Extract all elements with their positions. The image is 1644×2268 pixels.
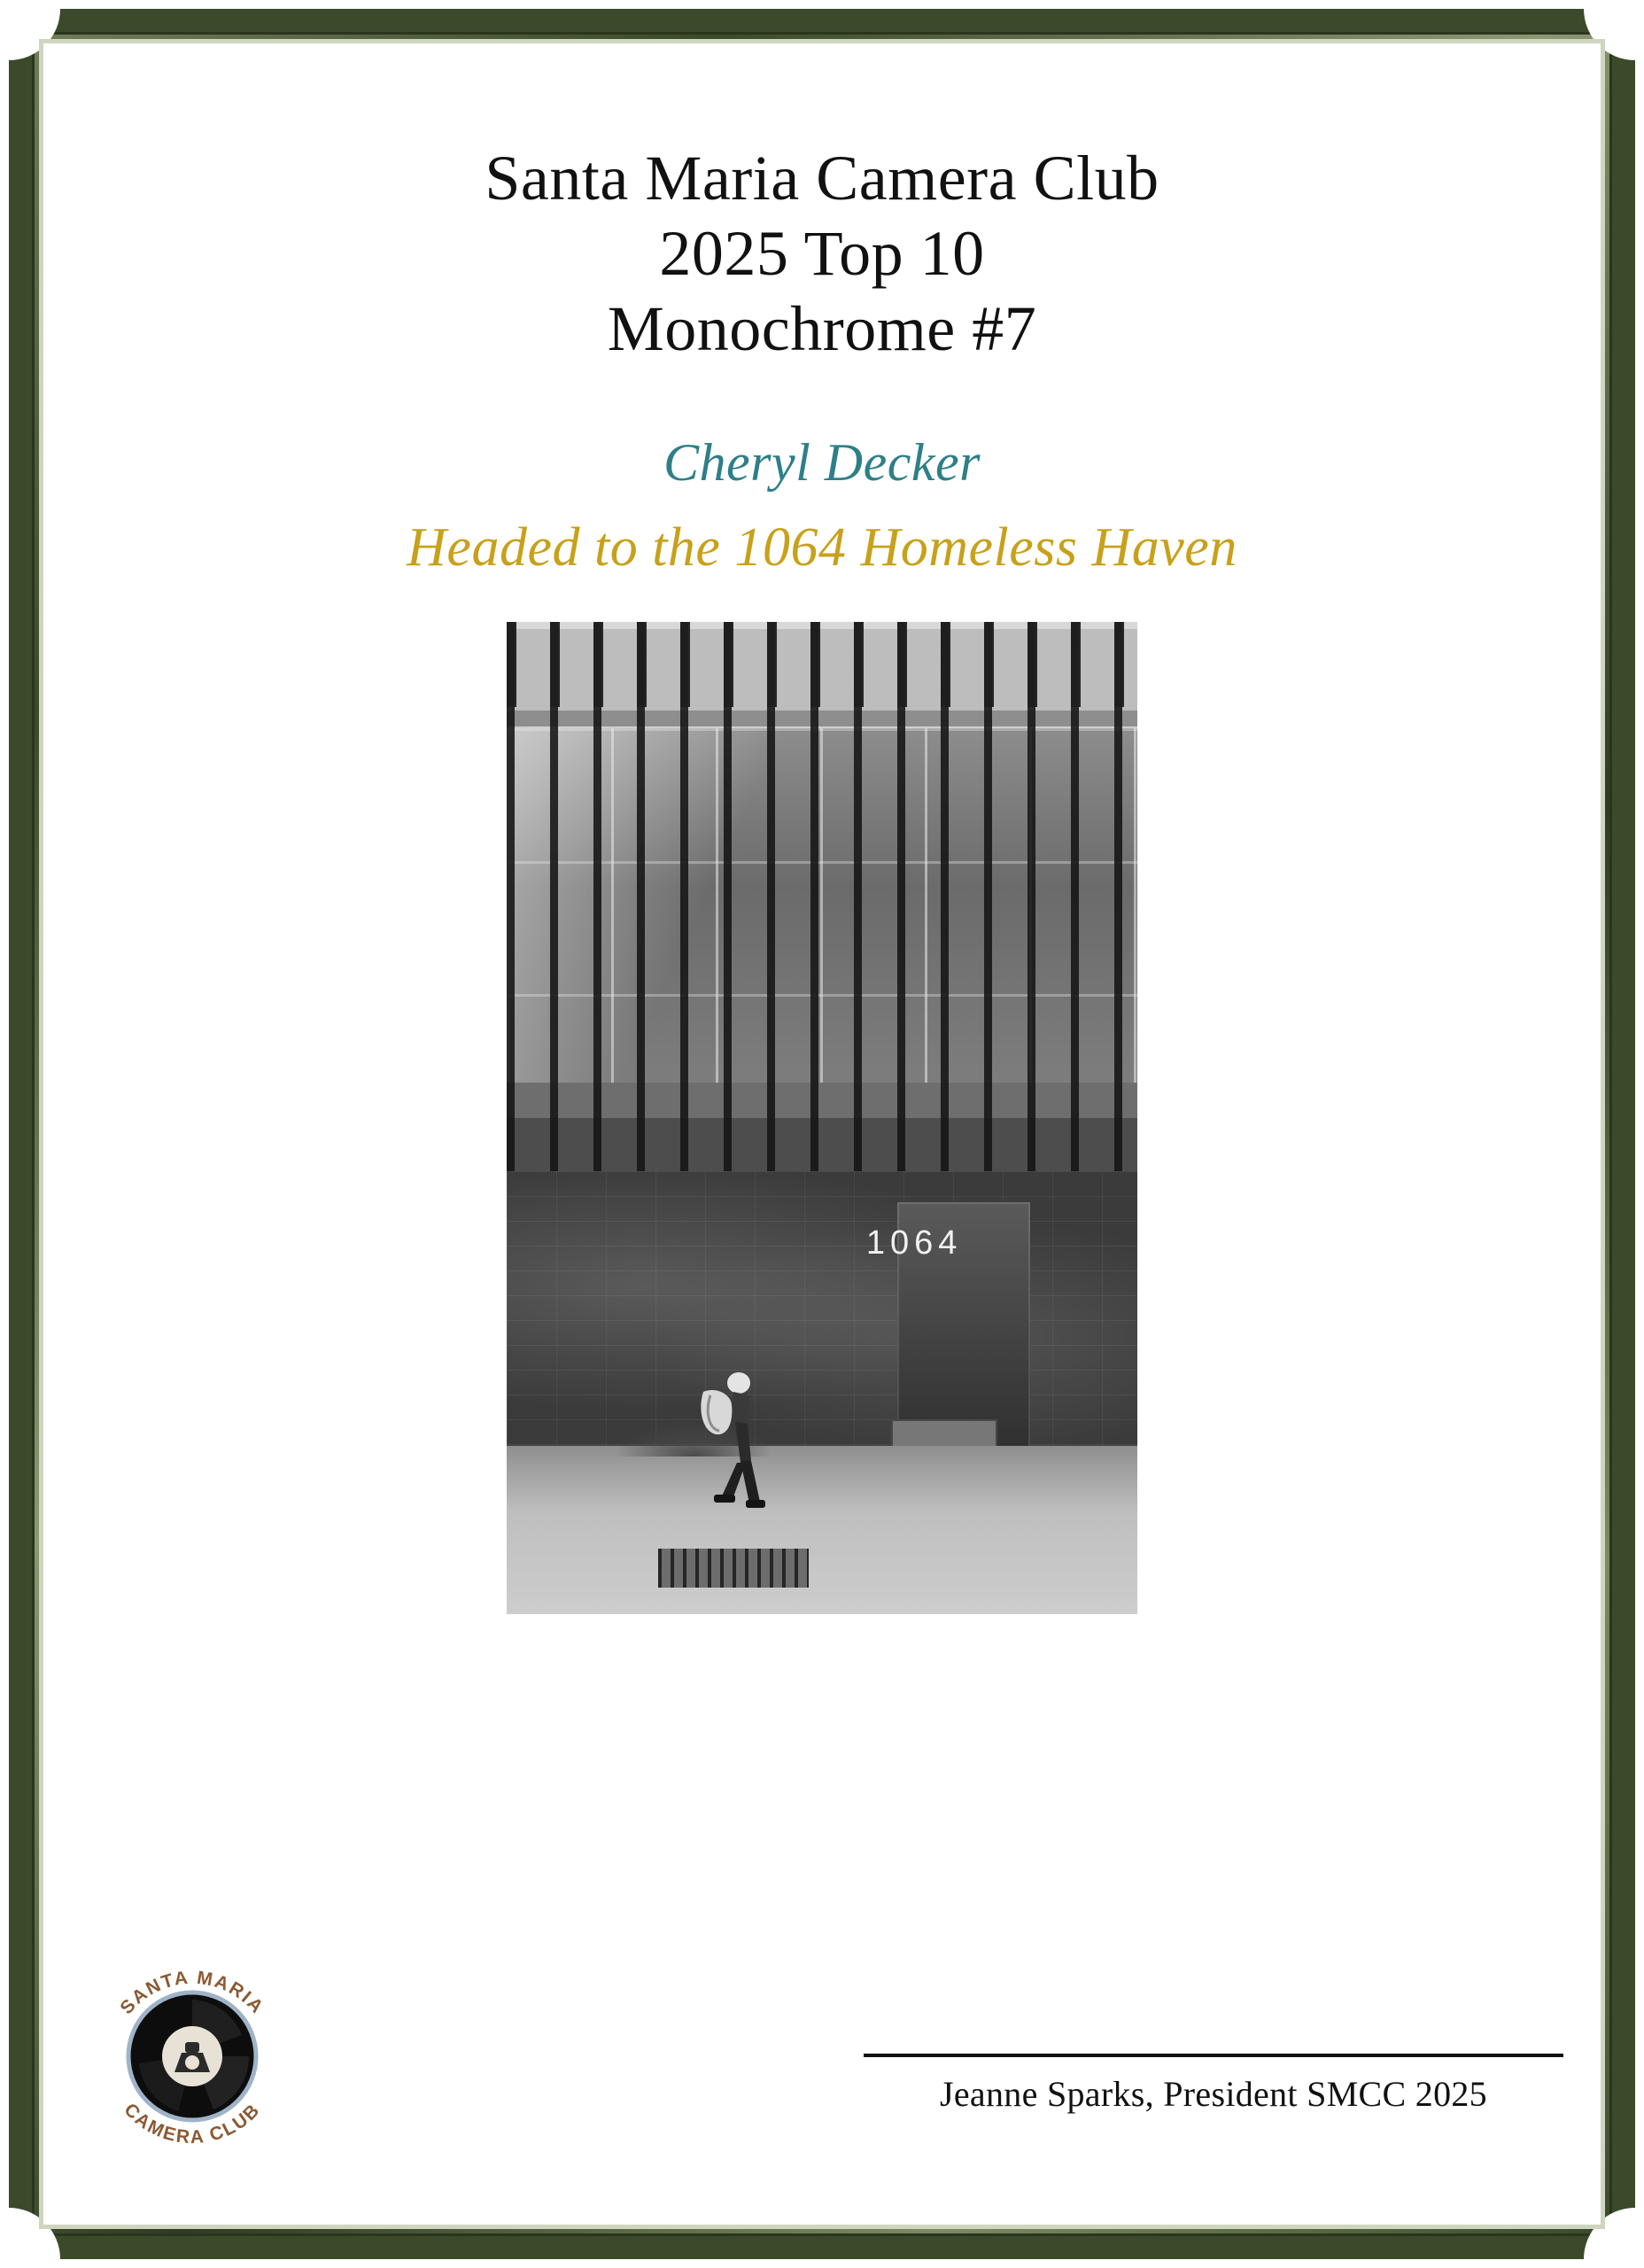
page-title-line-3: Monochrome #7 — [607, 292, 1037, 364]
page-title-line-2: 2025 Top 10 — [659, 217, 985, 289]
work-title: Headed to the 1064 Homeless Haven — [407, 517, 1237, 578]
photo-block-wall — [507, 1171, 1137, 1446]
signature-block — [864, 2054, 1563, 2115]
photo-upper-fins — [507, 622, 1137, 707]
svg-text:CAMERA CLUB: CAMERA CLUB — [120, 2099, 265, 2148]
photo-wall-number: 1064 — [865, 1223, 963, 1262]
svg-text:SANTA MARIA: SANTA MARIA — [116, 1967, 268, 2019]
photo-walking-figure — [696, 1369, 769, 1518]
author-name: Cheryl Decker — [663, 432, 981, 492]
heading-block — [43, 43, 1601, 367]
photograph — [507, 622, 1137, 1614]
footer — [43, 1948, 1601, 2161]
signature-rule — [864, 2054, 1563, 2057]
signature-text: Jeanne Sparks, President SMCC 2025 — [940, 2074, 1487, 2114]
club-logo-icon — [89, 1950, 295, 2155]
certificate-page — [43, 43, 1601, 2225]
photo-sidewalk — [507, 1446, 1137, 1614]
page-title-line-1: Santa Maria Camera Club — [485, 143, 1159, 214]
